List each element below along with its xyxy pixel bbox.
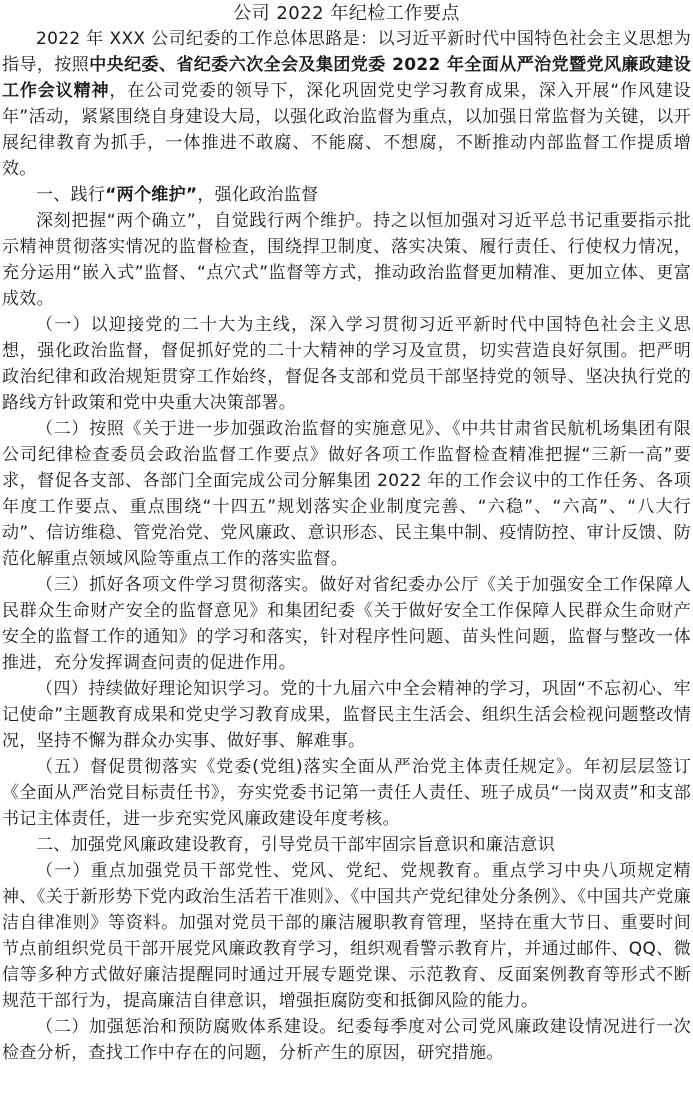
section-1-heading-quote: “两个维护” [105, 185, 198, 205]
section-1-item-4: （四）持续做好理论知识学习。党的十九届六中全会精神的学习，巩固“不忘初心、牢记使命”主题教育成果和党史学习教育成果，监督民主生活会、组织生活会检视问题整改情况，坚持不懈为群众办实事、做好事、解难事。 [2, 679, 691, 751]
section-1-item-1: （一）以迎接党的二十大为主线，深入学习贯彻习近平新时代中国特色社会主义思想，强化政治监督，督促抓好党的二十大精神的学习及宣贯，切实营造良好氛围。把严明政治纪律和政治规矩贯穿工作始终，督促各支部和党员干部坚持党的领导、坚决执行党的路线方针政策和党中央重大决策部署。 [2, 315, 691, 413]
intro-bold-text: 中央纪委、省纪委六次全会及集团党委 2022 年全面从严治党暨党风廉政建设工作会议精神 [2, 55, 692, 101]
section-2-item-1: （一）重点加强党员干部党性、党风、党纪、党规教育。重点学习中央八项规定精神、《关于新形势下党内政治生活若干准则》、《中国共产党纪律处分条例》、《中国共产党廉洁自律准则》等资料。加强对党员干部的廉洁履职教育管理，坚持在重大节日、重要时间节点前组织党员干部开展党风廉政教育学习，组织观看警示教育片，并通过邮件、QQ、微信等多种方式做好廉洁提醒同时通过开展专题党课、示范教育、反面案例教育等形式不断规范干部行为，提高廉洁自律意识，增强拒腐防变和抵御风险的能力。 [2, 861, 691, 1011]
section-1-body: 深刻把握“两个确立”，自觉践行两个维护。持之以恒加强对习近平总书记重要指示批示精神贯彻落实情况的监督检查，围绕捍卫制度、落实决策、履行责任、行使权力情况，充分运用“嵌入式”监督、“点穴式”监督等方式，推动政治监督更加精准、更加立体、更富成效。 [2, 211, 691, 309]
section-1-heading [0, 182, 693, 208]
document-title: 公司 2022 年纪检工作要点 [233, 3, 460, 24]
section-1-heading-prefix: 一、践行 [36, 185, 106, 205]
section-2-item-2: （二）加强惩治和预防腐败体系建设。纪委每季度对公司党风廉政建设情况进行一次检查分析，查找工作中存在的问题，分析产生的原因，研究措施。 [2, 1017, 691, 1063]
intro-text-2: ，在公司党委的领导下，深化巩固党史学习教育成果，深入开展“作风建设年”活动，紧紧围绕自身建设大局，以强化政治监督为重点，以加强日常监督为关键，以开展纪律教育为抓手，一体推进不敢腐、不能腐、不想腐，不断推动内部监督工作提质增效。 [2, 81, 691, 179]
section-1-item-2: （二）按照《关于进一步加强政治监督的实施意见》、《中共甘肃省民航机场集团有限公司纪律检查委员会政治监督工作要点》做好各项工作监督检查精准把握“三新一高”要求，督促各支部、各部门全面完成公司分解集团 2022 年的工作会议中的工作任务、各项年度工作要点、重点围绕“十四五”规划落实企业制度完善、“六稳”、“六高”、“八大行动”、信访维稳、管党治党、党风廉政、意识形态、民主集中制、疫情防控、审计反馈、防范化解重点领域风险等重点工作的落实监督。 [2, 419, 691, 569]
section-1-item-3: （三）抓好各项文件学习贯彻落实。做好对省纪委办公厅《关于加强安全工作保障人民群众生命财产安全的监督意见》和集团纪委《关于做好安全工作保障人民群众生命财产安全的监督工作的通知》的学习和落实，针对程序性问题、苗头性问题，监督与整改一体推进，充分发挥调查问责的促进作用。 [2, 575, 691, 673]
section-1-item-5: （五）督促贯彻落实《党委(党组)落实全面从严治党主体责任规定》。年初层层签订《全面从严治党目标责任书》，夯实党委书记第一责任人责任、班子成员“一岗双责”和支部书记主体责任，进一步充实党风廉政建设年度考核。 [2, 757, 691, 829]
intro-text-1: 2022 年 XXX 公司纪委的工作总体思路是：以习近平新时代中国特色社会主义思想为指导，按照 [2, 29, 691, 75]
section-1-heading-suffix: ，强化政治监督 [197, 185, 319, 205]
intro-paragraph [0, 26, 693, 182]
section-2-heading: 二、加强党风廉政建设教育，引导党员干部牢固宗旨意识和廉洁意识 [36, 835, 555, 855]
